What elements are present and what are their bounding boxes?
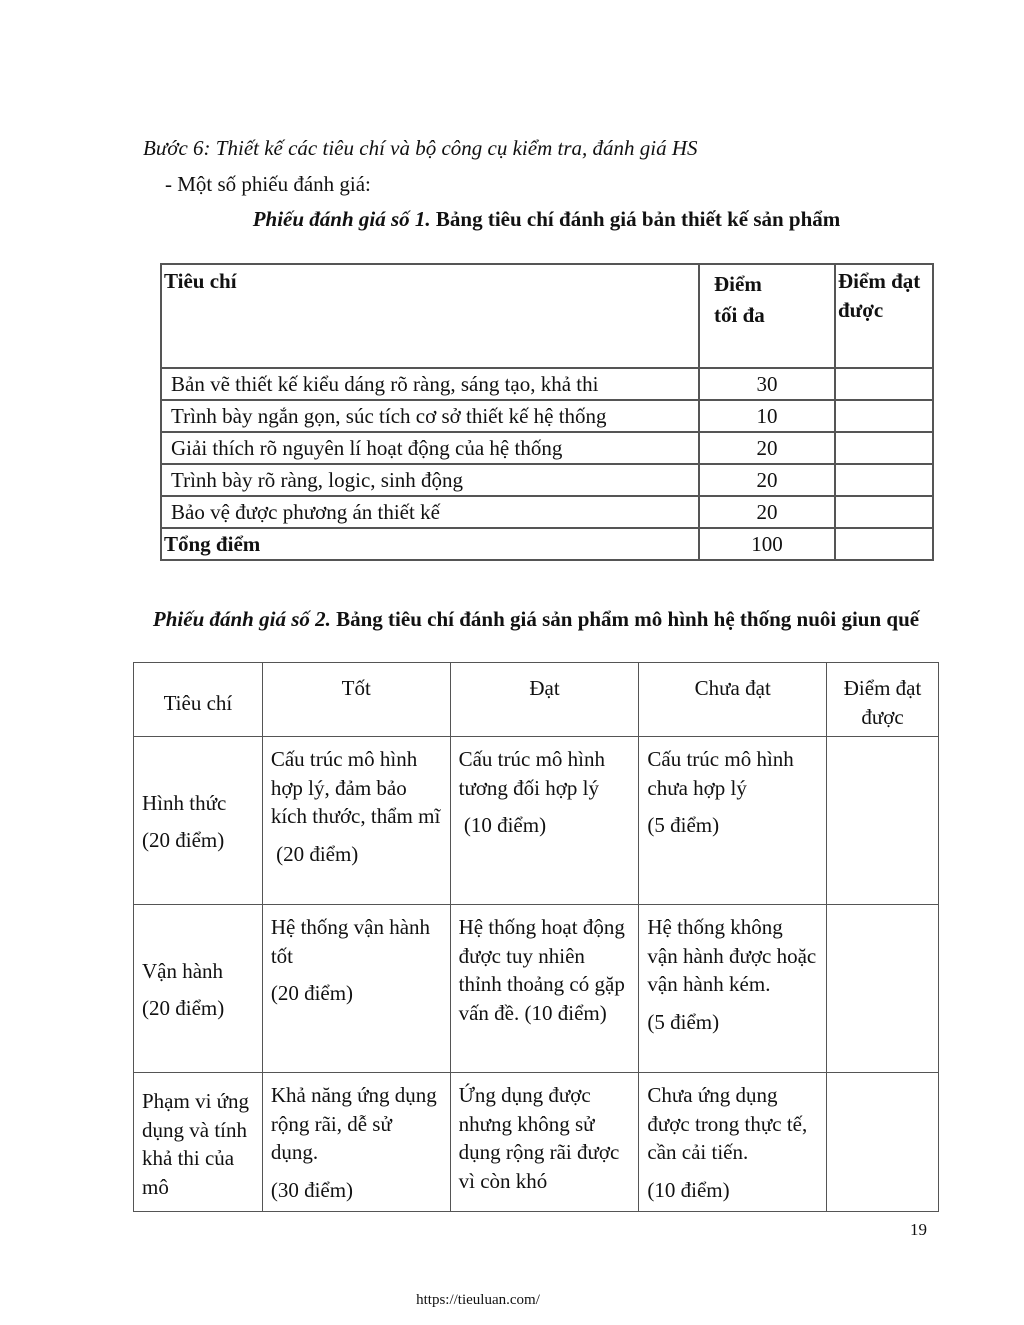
fail-text: Cấu trúc mô hình chưa hợp lý — [647, 747, 794, 800]
sheet1-row-max: 20 — [699, 432, 835, 464]
sheet1-row-achieved — [835, 432, 933, 464]
sheet2-row-pass — [450, 1073, 639, 1212]
sheet2-row-achieved — [827, 737, 939, 905]
table-row — [161, 496, 933, 528]
sheet2-header-achieved — [827, 663, 939, 737]
sheet1-row-max: 20 — [699, 464, 835, 496]
table-row — [161, 400, 933, 432]
fail-text: Chưa ứng dụng được trong thực tế, cần cải tiến. — [647, 1083, 808, 1164]
good-text: Khả năng ứng dụng rộng rãi, dễ sử dụng. — [270, 1083, 437, 1164]
sheet1-row-achieved — [835, 496, 933, 528]
sheet1-row-achieved — [835, 464, 933, 496]
sheet1-caption-label: Phiếu đánh giá số 1. — [252, 207, 431, 231]
sheet2-header-achieved-line2: được — [861, 704, 904, 729]
criteria-name: Vận hành — [142, 958, 224, 983]
sheet1-caption — [160, 207, 933, 232]
sheet2-row-good — [262, 737, 450, 905]
criteria-points: (20 điểm) — [142, 828, 225, 852]
sheet1-header-criteria: Tiêu chí — [161, 264, 699, 368]
good-points: (20 điểm) — [270, 981, 354, 1005]
sheet1-caption-title: Bảng tiêu chí đánh giá bản thiết kế sản phẩm — [430, 207, 841, 231]
sheet1-row-achieved — [835, 368, 933, 400]
sheet2-row-fail — [639, 1073, 827, 1212]
page-number: 19 — [910, 1220, 927, 1239]
sheet2-header-criteria: Tiêu chí — [134, 663, 263, 737]
fail-points: (10 điểm) — [647, 1177, 730, 1202]
sheet2-row-pass — [450, 737, 639, 905]
fail-points: (5 điểm) — [647, 813, 720, 837]
sheet1-header-row — [161, 264, 933, 368]
sheet2-row-criteria — [134, 905, 263, 1073]
table-row — [161, 464, 933, 496]
sheet1-row-criteria: Bảo vệ được phương án thiết kế — [161, 496, 699, 528]
good-text: Cấu trúc mô hình hợp lý, đảm bảo kích thước, thẩm mĩ — [270, 747, 441, 828]
sheet1-header-max-line1: Điểm — [714, 272, 762, 296]
sheet1-row-achieved — [835, 400, 933, 432]
pass-points: (10 điểm) — [458, 813, 547, 837]
sheet1-header-max — [699, 264, 835, 368]
sheet2-row-good — [262, 905, 450, 1073]
good-points: (20 điểm) — [270, 841, 359, 866]
sheet1-header-achieved-line2: được — [838, 298, 884, 322]
table-row — [161, 368, 933, 400]
sheet1-total-max: 100 — [699, 528, 835, 560]
sheet2-header-pass: Đạt — [450, 663, 639, 737]
sheet1-row-criteria: Trình bày ngắn gọn, súc tích cơ sở thiết kế hệ thống — [161, 400, 699, 432]
sheet2-row-achieved — [827, 905, 939, 1073]
table-row — [161, 432, 933, 464]
sheet2-row-achieved — [827, 1073, 939, 1212]
fail-points: (5 điểm) — [647, 1009, 720, 1034]
intro-line: - Một số phiếu đánh giá: — [165, 172, 371, 196]
sheet1-header-max-line2: tối đa — [714, 303, 765, 327]
pass-text: Hệ thống hoạt động được tuy nhiên thỉnh thoảng có gặp vấn đề. (10 điểm) — [458, 915, 625, 1025]
sheet1-row-criteria: Trình bày rõ ràng, logic, sinh động — [161, 464, 699, 496]
table-row — [134, 905, 939, 1073]
sheet2-row-pass — [450, 905, 639, 1073]
footer-url: https://tieuluan.com/ — [416, 1292, 540, 1308]
sheet2-row-criteria: Phạm vi ứng dụng và tính khả thi của mô — [134, 1073, 263, 1212]
sheet2-row-fail — [639, 737, 827, 905]
sheet1-total-label: Tổng điểm — [161, 528, 699, 560]
sheet2-caption-label: Phiếu đánh giá số 2. — [152, 607, 331, 631]
sheet1-total-achieved — [835, 528, 933, 560]
sheet2-row-criteria — [134, 737, 263, 905]
good-text: Hệ thống vận hành tốt — [270, 915, 431, 968]
fail-text: Hệ thống không vận hành được hoặc vận hành kém. — [647, 915, 817, 996]
criteria-name: Hình thức — [142, 790, 227, 815]
pass-text: Ứng dụng được nhưng không sử dụng rộng rãi được vì còn khó — [458, 1083, 620, 1193]
sheet2-header-row — [134, 663, 939, 737]
table-row — [134, 1073, 939, 1212]
sheet1-row-max: 30 — [699, 368, 835, 400]
sheet1-header-achieved — [835, 264, 933, 368]
sheet1-row-criteria: Giải thích rõ nguyên lí hoạt động của hệ thống — [161, 432, 699, 464]
sheet2-row-good — [262, 1073, 450, 1212]
sheet2-header-good: Tốt — [262, 663, 450, 737]
criteria-points: (20 điểm) — [142, 996, 225, 1020]
sheet1-row-criteria: Bản vẽ thiết kế kiểu dáng rõ ràng, sáng tạo, khả thi — [161, 368, 699, 400]
sheet2-header-achieved-line1: Điểm đạt — [843, 676, 922, 700]
sheet2-table — [133, 662, 939, 1212]
table-row — [134, 737, 939, 905]
sheet2-row-fail — [639, 905, 827, 1073]
good-points: (30 điểm) — [270, 1177, 354, 1202]
sheet2-caption-title: Bảng tiêu chí đánh giá sản phẩm mô hình hệ thống nuôi giun quế — [330, 607, 920, 631]
sheet2-caption — [133, 605, 939, 634]
sheet1-header-achieved-line1: Điểm đạt — [838, 269, 921, 293]
sheet1-total-row — [161, 528, 933, 560]
step-heading: Bước 6: Thiết kế các tiêu chí và bộ công cụ kiểm tra, đánh giá HS — [143, 136, 698, 160]
sheet1-row-max: 20 — [699, 496, 835, 528]
sheet1-table — [160, 263, 934, 561]
sheet2-header-fail: Chưa đạt — [639, 663, 827, 737]
pass-text: Cấu trúc mô hình tương đối hợp lý — [458, 747, 606, 800]
sheet1-row-max: 10 — [699, 400, 835, 432]
